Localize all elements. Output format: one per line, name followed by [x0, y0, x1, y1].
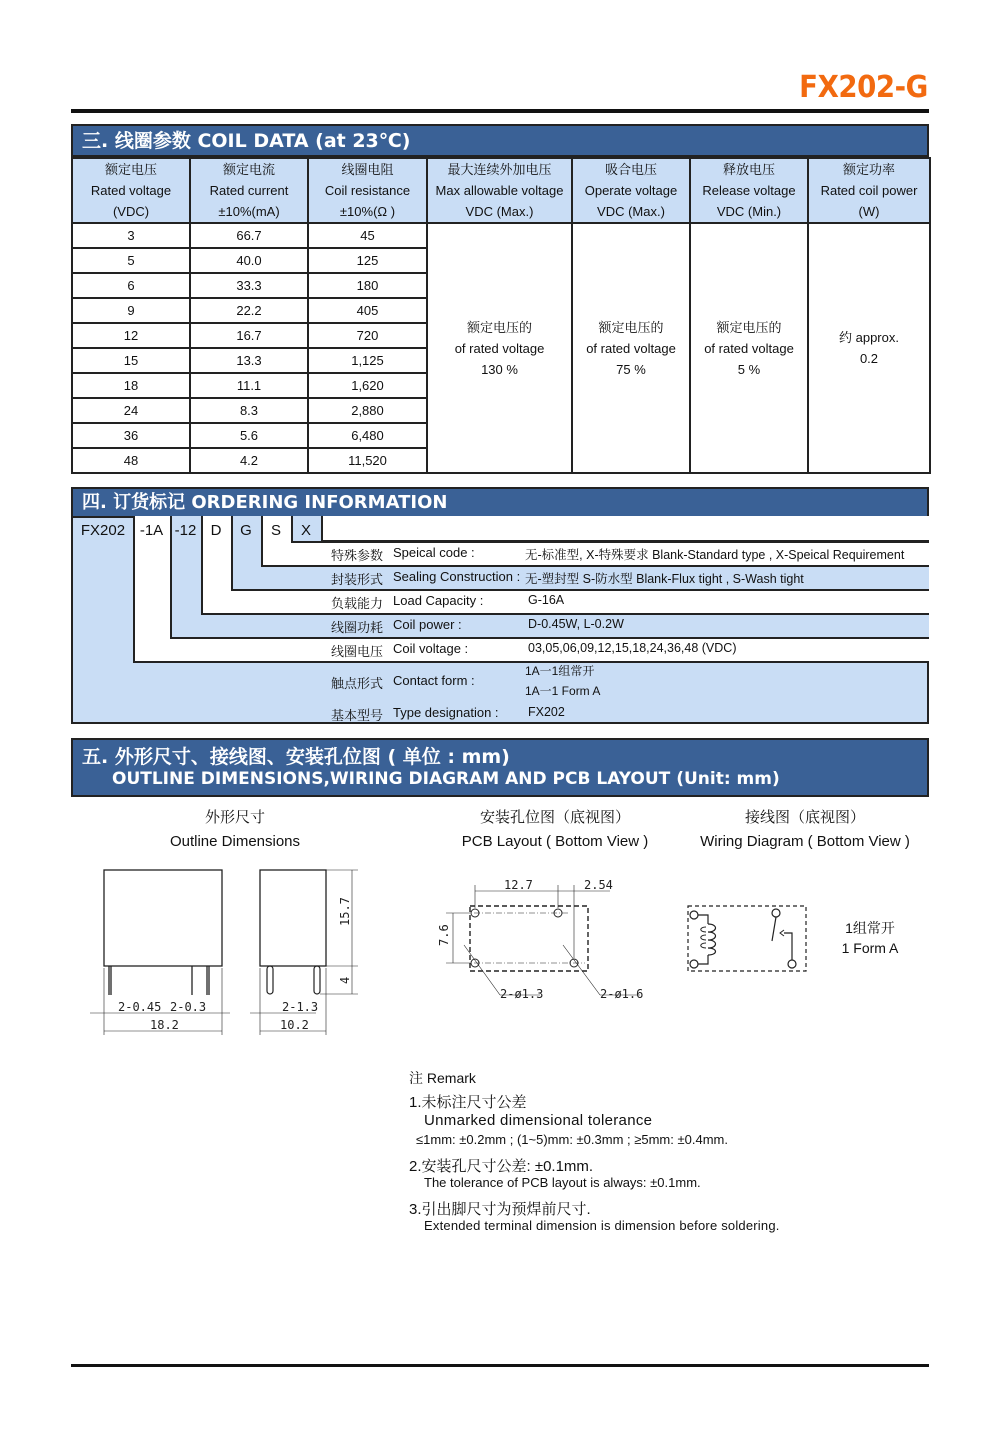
coil-data-section — [71, 124, 929, 474]
coil-resistance-cell: 6,480 — [308, 423, 427, 448]
pcb-hole-small: 2-ø1.3 — [500, 987, 544, 1001]
coil-column-header — [308, 158, 427, 223]
ordering-code: D — [210, 522, 222, 539]
column-header-cn: 额定电压 — [104, 162, 157, 177]
coil-power-cell-cn: 约 approx. — [839, 330, 899, 345]
release-voltage-cell-value: 5 % — [737, 361, 761, 377]
outline-title-en: OUTLINE DIMENSIONS,WIRING DIAGRAM AND PCB LAYOUT (Unit: mm) — [112, 769, 780, 789]
outline-caption-cn: 外形尺寸 — [204, 809, 265, 826]
wiring-caption-en: Wiring Diagram ( Bottom View ) — [700, 833, 910, 850]
release-voltage-cell-en: of rated voltage — [704, 340, 794, 356]
dim-pin-side: 2-1.3 — [282, 1000, 319, 1014]
column-header-unit: (W) — [858, 204, 880, 219]
release-voltage-cell-cn: 额定电压的 — [716, 319, 782, 335]
contact-terminal — [772, 909, 780, 917]
column-header-unit: VDC (Max.) — [597, 204, 665, 219]
operate-voltage-cell-en: of rated voltage — [586, 340, 676, 356]
column-header-cn: 释放电压 — [722, 162, 775, 177]
rated-voltage-cell: 15 — [72, 348, 190, 373]
ordering-label-en: Coil voltage : — [393, 641, 469, 656]
ordering-value: 无-标准型, X-特殊要求 Blank-Standard type , X-Speical Requirement — [525, 548, 905, 562]
top-rule — [71, 109, 929, 113]
coil-resistance-cell: 45 — [308, 223, 427, 248]
ordering-label-en: Coil power : — [393, 617, 462, 632]
dim-pin-len: 4 — [338, 976, 352, 984]
ordering-label-en: Type designation : — [393, 705, 499, 720]
coil-resistance-cell: 11,520 — [308, 448, 427, 473]
ordering-bracket — [321, 516, 929, 542]
outline-drawing — [90, 860, 370, 1040]
coil-data-table — [71, 157, 931, 474]
switch-arm — [772, 917, 776, 941]
dim-length: 18.2 — [150, 1018, 179, 1032]
pin — [267, 966, 273, 994]
column-header-cn: 线圈电阻 — [341, 162, 394, 177]
operate-voltage-cell-value: 75 % — [616, 361, 646, 377]
remark-2-cn: 2.安装孔尺寸公差: ±0.1mm. — [409, 1158, 594, 1175]
remark-1-cn: 1.未标注尺寸公差 — [409, 1094, 527, 1111]
ordering-code: -12 — [174, 522, 197, 539]
ordering-label-cn: 封装形式 — [330, 572, 383, 587]
ordering-label-cn: 触点形式 — [330, 676, 383, 691]
max-voltage-cell-value: 130 % — [481, 361, 518, 377]
column-header-en: Rated coil power — [820, 183, 918, 198]
remark-2-en: The tolerance of PCB layout is always: ±0.1mm. — [424, 1175, 701, 1190]
coil-resistance-cell: 180 — [308, 273, 427, 298]
coil-column-header — [808, 158, 930, 223]
pcb-row: 7.6 — [437, 924, 451, 946]
coil-column-header — [427, 158, 572, 223]
rated-current-cell: 40.0 — [190, 248, 308, 273]
rated-current-cell: 33.3 — [190, 273, 308, 298]
coil-terminal — [690, 911, 698, 919]
column-header-cn: 额定功率 — [842, 162, 895, 177]
remark-3-en: Extended terminal dimension is dimension before soldering. — [424, 1218, 780, 1233]
pcb-hole-large: 2-ø1.6 — [600, 987, 644, 1001]
outline-title-cn: 五. 外形尺寸、接线图、安装孔位图 ( 单位 : mm) — [82, 746, 510, 768]
column-header-en: Rated current — [209, 183, 289, 198]
outline-section-header — [71, 738, 929, 797]
max-voltage-cell-cn: 额定电压的 — [466, 319, 532, 335]
release-voltage-cell — [690, 223, 808, 473]
column-header-unit: VDC (Max.) — [465, 204, 534, 219]
ordering-title: 四. 订货标记 ORDERING INFORMATION — [71, 487, 929, 518]
ordering-label-cn: 线圈电压 — [330, 644, 383, 659]
ordering-value: 无-塑封型 S-防水型 Blank-Flux tight , S-Wash tight — [525, 572, 804, 586]
wiring-caption — [680, 806, 930, 854]
coil-resistance-cell: 1,620 — [308, 373, 427, 398]
bottom-rule — [71, 1364, 929, 1367]
column-header-cn: 额定电流 — [222, 162, 275, 177]
wiring-form-cn: 1组常开 — [845, 920, 895, 936]
ordering-label-en: Sealing Construction : — [393, 569, 521, 584]
pin — [314, 966, 320, 994]
ordering-value: FX202 — [528, 705, 565, 719]
rated-current-cell: 8.3 — [190, 398, 308, 423]
ordering-code: S — [270, 522, 281, 539]
wiring-outline — [688, 906, 806, 971]
column-header-unit: ±10%(Ω ) — [339, 204, 396, 219]
rated-current-cell: 11.1 — [190, 373, 308, 398]
column-header-cn: 吸合电压 — [604, 162, 657, 177]
outline-caption — [150, 806, 320, 854]
coil-column-header — [190, 158, 308, 223]
outline-caption-en: Outline Dimensions — [169, 833, 301, 850]
rated-current-cell: 66.7 — [190, 223, 308, 248]
pcb-offset: 2.54 — [584, 878, 613, 892]
rated-voltage-cell: 24 — [72, 398, 190, 423]
coil-column-header — [690, 158, 808, 223]
max-voltage-cell-en: of rated voltage — [454, 340, 545, 356]
coil-header-row — [72, 158, 930, 223]
coil-column-header — [72, 158, 190, 223]
dim-width: 10.2 — [280, 1018, 309, 1032]
column-header-en: Coil resistance — [324, 183, 411, 198]
wiring-caption-cn: 接线图（底视图） — [744, 809, 865, 826]
wiring-form-en: 1 Form A — [841, 940, 899, 956]
ordering-label-cn: 特殊参数 — [330, 548, 383, 563]
coil-power-cell — [808, 223, 930, 473]
coil-resistance-cell: 2,880 — [308, 398, 427, 423]
coil-resistance-cell: 1,125 — [308, 348, 427, 373]
ordering-label-en: Contact form : — [393, 673, 475, 688]
pcb-caption — [445, 806, 665, 854]
rated-voltage-cell: 5 — [72, 248, 190, 273]
ordering-code: X — [300, 522, 311, 539]
coil-resistance-cell: 125 — [308, 248, 427, 273]
ordering-code: G — [240, 522, 252, 539]
dim-height: 15.7 — [338, 897, 352, 926]
remark-1-detail: ≤1mm: ±0.2mm ; (1~5)mm: ±0.3mm ; ≥5mm: ±0.4mm. — [416, 1132, 728, 1147]
rated-voltage-cell: 12 — [72, 323, 190, 348]
dim-pin-thick: 2-0.3 — [170, 1000, 207, 1014]
wiring-diagram — [680, 898, 820, 978]
column-header-unit: VDC (Min.) — [716, 204, 782, 219]
coil-resistance-cell: 405 — [308, 298, 427, 323]
coil-power-cell-value: 0.2 — [859, 351, 879, 366]
rated-current-cell: 22.2 — [190, 298, 308, 323]
remark-1-en: Unmarked dimensional tolerance — [424, 1112, 653, 1129]
operate-voltage-cell-cn: 额定电压的 — [598, 319, 664, 335]
rated-voltage-cell: 6 — [72, 273, 190, 298]
column-header-en: Operate voltage — [584, 183, 678, 198]
coil-resistance-cell: 720 — [308, 323, 427, 348]
ordering-label-en: Load Capacity : — [393, 593, 484, 608]
operate-voltage-cell — [572, 223, 690, 473]
column-header-cn: 最大连续外加电压 — [447, 162, 552, 177]
pcb-layout-drawing — [430, 870, 650, 1010]
rated-current-cell: 5.6 — [190, 423, 308, 448]
contact-form-en: 1A一1 Form A — [525, 684, 601, 698]
rated-current-cell: 16.7 — [190, 323, 308, 348]
ordering-value — [525, 661, 600, 701]
column-header-unit: ±10%(mA) — [218, 204, 280, 219]
pcb-pitch: 12.7 — [504, 878, 533, 892]
rated-voltage-cell: 36 — [72, 423, 190, 448]
contact-lead — [784, 933, 792, 960]
ordering-label-cn: 负载能力 — [330, 596, 383, 611]
rated-voltage-cell: 18 — [72, 373, 190, 398]
wiring-form-label — [820, 918, 920, 958]
rated-voltage-cell: 48 — [72, 448, 190, 473]
ordering-label-cn: 基本型号 — [330, 708, 383, 723]
rated-current-cell: 4.2 — [190, 448, 308, 473]
rated-voltage-cell: 3 — [72, 223, 190, 248]
dim-pin-width: 2-0.45 — [118, 1000, 162, 1014]
ordering-code: -1A — [139, 522, 164, 539]
coil-column-header — [572, 158, 690, 223]
column-header-en: Release voltage — [702, 183, 796, 198]
max-voltage-cell — [427, 223, 572, 473]
pcb-caption-en: PCB Layout ( Bottom View ) — [461, 833, 649, 850]
coil-data-title: 三. 线圈参数 COIL DATA (at 23℃) — [71, 124, 929, 157]
ordering-label-cn: 线圈功耗 — [330, 620, 383, 635]
column-header-unit: (VDC) — [112, 204, 150, 219]
model-title: FX202-G — [799, 70, 928, 105]
coil-icon — [708, 924, 716, 955]
rated-voltage-cell: 9 — [72, 298, 190, 323]
ordering-label-en: Speical code : — [393, 545, 475, 560]
pcb-caption-cn: 安装孔位图（底视图） — [479, 809, 630, 826]
rated-current-cell: 13.3 — [190, 348, 308, 373]
contact-form-cn: 1A一1组常开 — [525, 664, 595, 678]
ordering-code: FX202 — [80, 522, 126, 539]
ordering-section — [71, 487, 929, 724]
relay-front-body — [104, 870, 222, 966]
relay-side-body — [260, 870, 326, 966]
coil-terminal — [690, 960, 698, 968]
ordering-value: 03,05,06,09,12,15,18,24,36,48 (VDC) — [528, 641, 737, 655]
remark-3-cn: 3.引出脚尺寸为预焊前尺寸. — [409, 1201, 591, 1218]
remark-title: 注 Remark — [409, 1070, 476, 1086]
ordering-value: D-0.45W, L-0.2W — [528, 617, 624, 631]
ordering-value: G-16A — [528, 593, 565, 607]
column-header-en: Max allowable voltage — [435, 183, 564, 198]
column-header-en: Rated voltage — [90, 183, 172, 198]
contact-terminal — [788, 960, 796, 968]
coil-table-row — [72, 223, 930, 248]
